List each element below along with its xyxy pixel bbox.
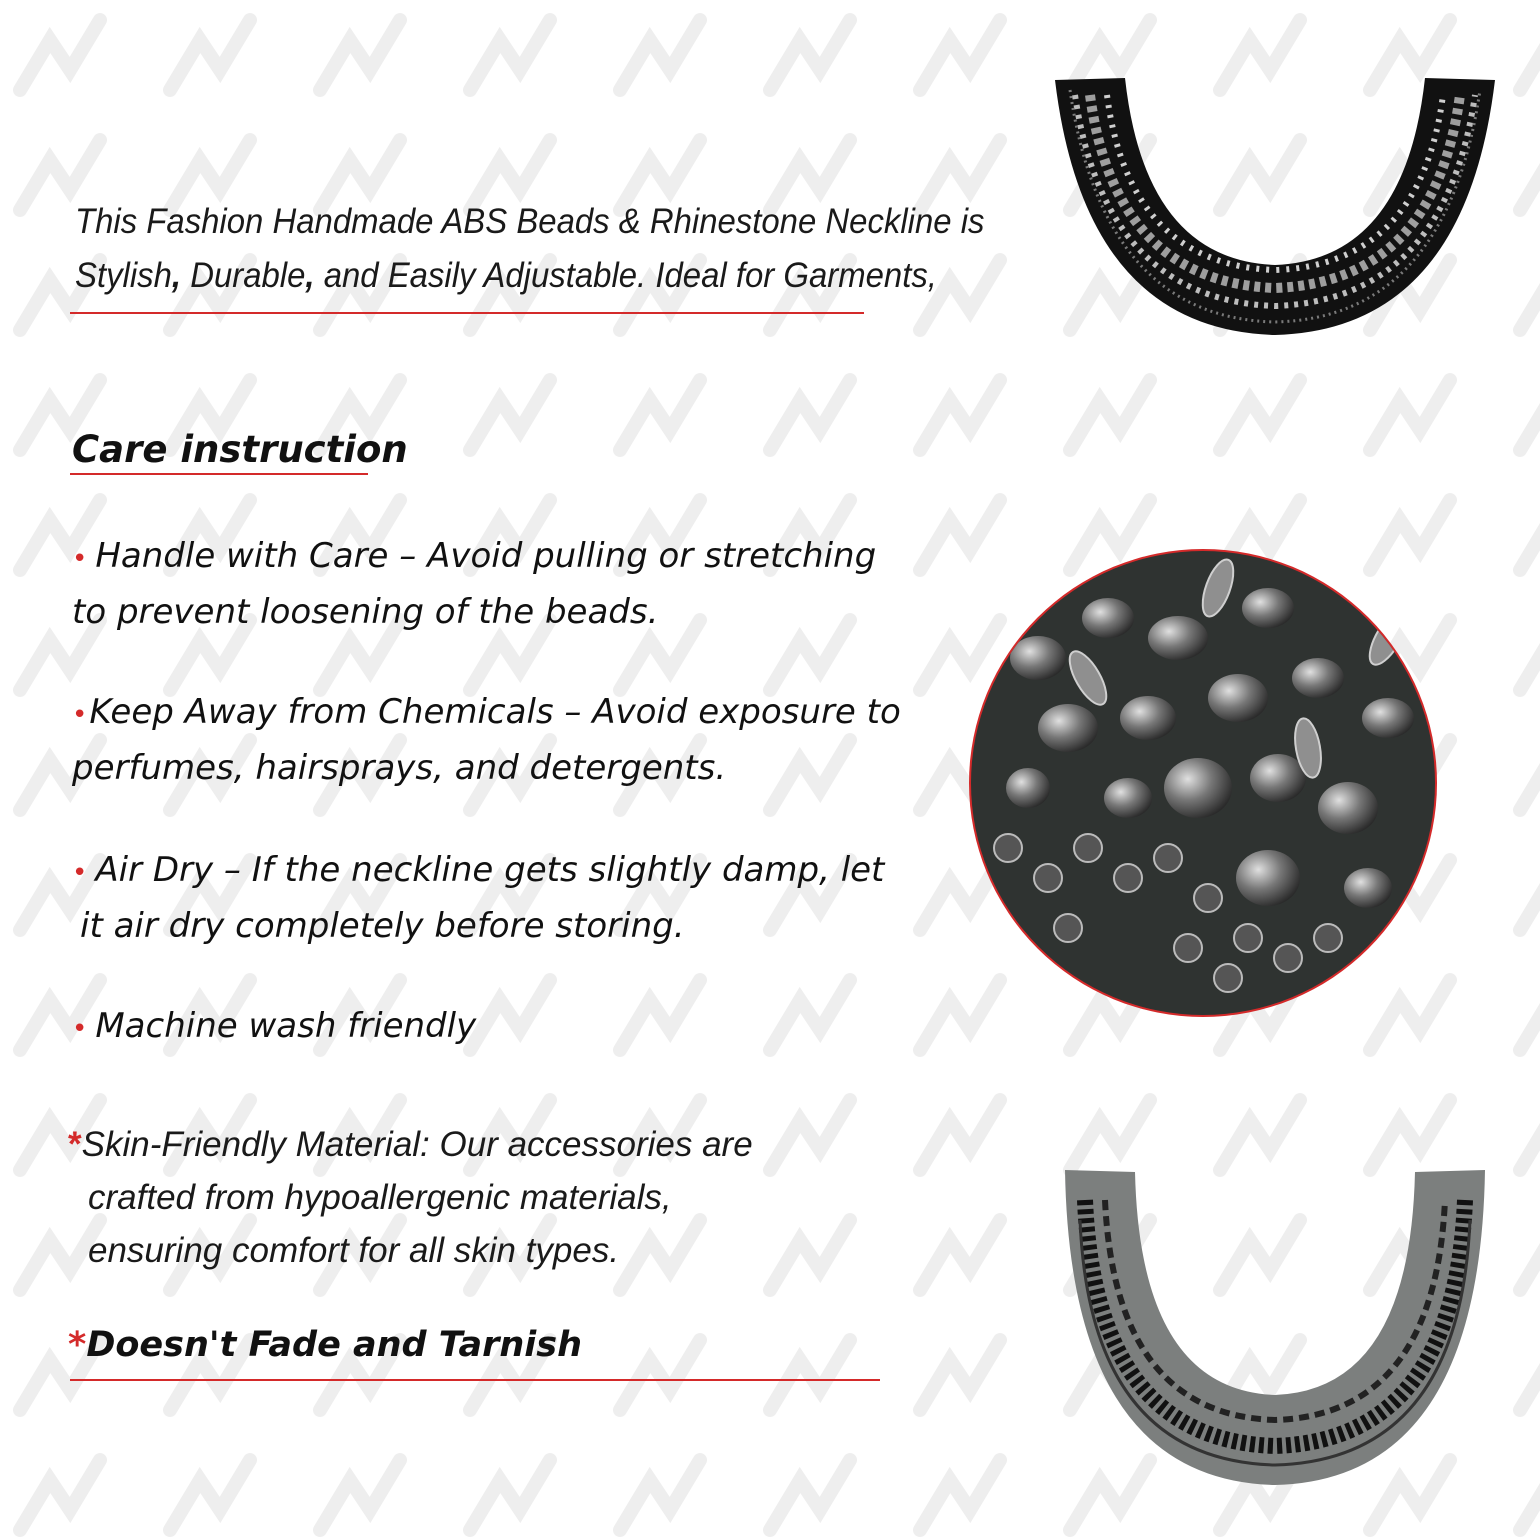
care-item-air-dry: • Air Dry – If the neckline gets slightly damp, let it air dry completely before storing. [72,850,885,946]
rhinestone-neckline-image [1045,60,1505,340]
asterisk: * [68,1325,87,1365]
skin-friendly-note: *Skin-Friendly Material: Our accessories are crafted from hypoallergenic materials, ensuring comfort for all skin types. [68,1125,753,1270]
care-item-handle: • Handle with Care – Avoid pulling or stretching to prevent loosening of the beads. [72,536,877,632]
no-fade-note: *Doesn't Fade and Tarnish [68,1325,583,1365]
bullet-dot: • [72,858,88,888]
bullet-dot: • [72,544,88,574]
intro-line-1: This Fashion Handmade ABS Beads & Rhinestone Neckline is [75,202,985,241]
mesh-neckline-image [1050,1160,1500,1490]
bead-closeup-image [968,548,1438,1018]
intro-line-2: Stylish, Durable, and Easily Adjustable. Ideal for Garments, [75,256,937,295]
intro-divider [70,312,864,314]
intro-paragraph [75,195,1075,303]
care-title: Care instruction [72,428,408,471]
asterisk: * [68,1125,82,1164]
fade-divider [70,1379,880,1381]
care-item-machine-wash: • Machine wash friendly [72,1006,477,1046]
bullet-dot: • [72,700,88,730]
bullet-dot: • [72,1014,88,1044]
care-title-underline [70,473,368,475]
care-item-chemicals: •Keep Away from Chemicals – Avoid exposure to perfumes, hairsprays, and detergents. [72,692,901,788]
